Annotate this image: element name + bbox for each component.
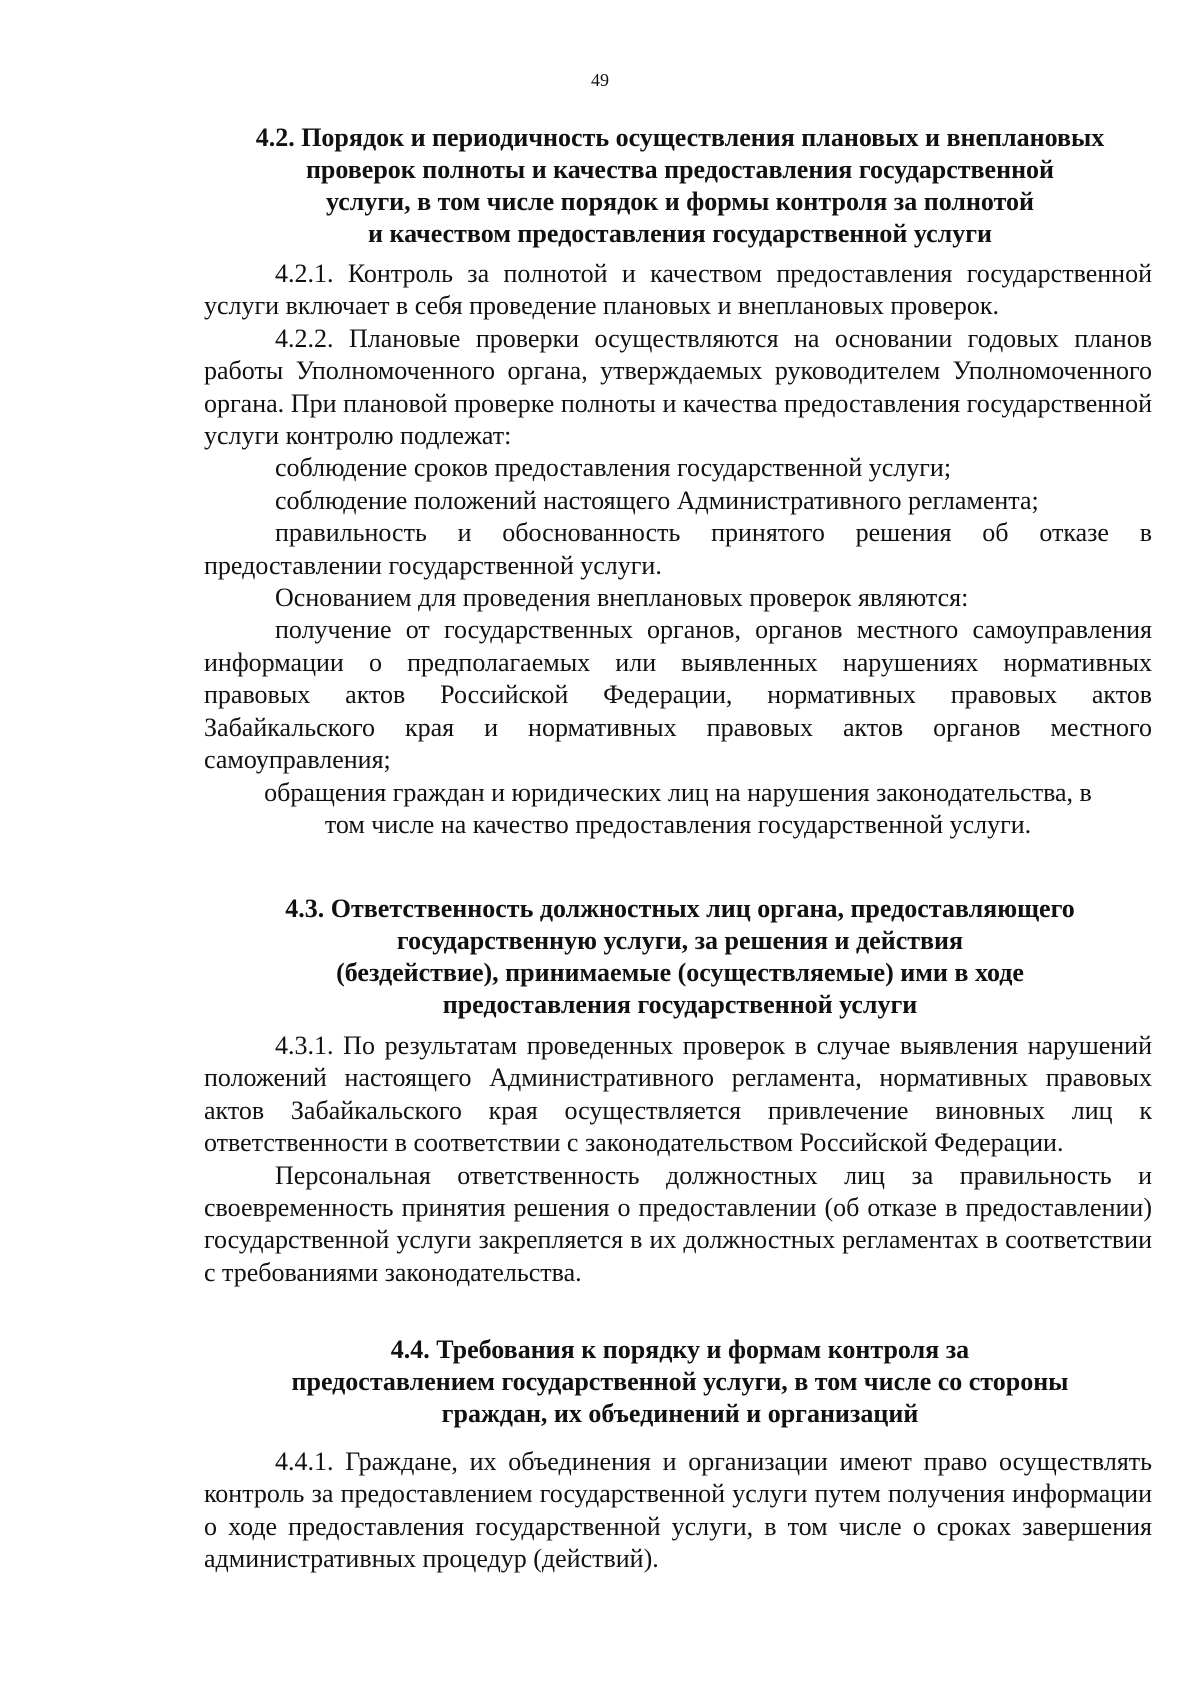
list-item: получение от государственных органов, органов местного самоуправления информации о предполагаемых или выявленных нарушениях нормативных правовых актов Российской Федерации, нормативных правовых актов Забайкальского края и нормативных правовых актов органов местного самоуправления;: [204, 615, 1152, 775]
heading-line: (бездействие), принимаемые (осуществляемые) ими в ходе: [336, 958, 1024, 987]
paragraph-4-3-1: 4.3.1. По результатам проведенных проверок в случае выявления нарушений положений настоящего Административного регламента, нормативных правовых актов Забайкальского края осуществляется привлечение виновных лиц к ответственности в соответствии с законодательством Российской Федерации.: [204, 1031, 1152, 1158]
paragraph-4-4-1: 4.4.1. Граждане, их объединения и организации имеют право осуществлять контроль за предоставлением государственной услуги путем получения информации о ходе предоставления государственной услуги, в том числе о сроках завершения административных процедур (действий).: [204, 1447, 1152, 1574]
text-line: обращения граждан и юридических лиц на нарушения законодательства, в: [264, 777, 1092, 807]
list-item: правильность и обоснованность принятого решения об отказе в предоставлении государственной услуги.: [204, 518, 1152, 580]
heading-line: проверок полноты и качества предоставления государственной: [305, 155, 1055, 184]
section-4-2-heading: [200, 122, 1160, 250]
list-item-appeals: [204, 777, 1152, 842]
heading-line: государственную услуги, за решения и действия: [396, 926, 964, 955]
list-item: соблюдение положений настоящего Административного регламента;: [275, 485, 1039, 515]
heading-line: 4.3. Ответственность должностных лиц органа, предоставляющего: [285, 894, 1075, 923]
text-line: том числе на качество предоставления государственной услуги.: [324, 809, 1032, 839]
heading-line: 4.2. Порядок и периодичность осуществления плановых и внеплановых: [255, 123, 1105, 152]
heading-line: предоставления государственной услуги: [442, 990, 918, 1019]
heading-line: граждан, их объединений и организаций: [441, 1399, 919, 1428]
heading-line: 4.4. Требования к порядку и формам контроля за: [390, 1335, 970, 1364]
paragraph-personal-responsibility: Персональная ответственность должностных лиц за правильность и своевременность принятия решения о предоставлении (об отказе в предоставлении) государственной услуги закрепляется в их должностных регламентах в соответствии с требованиями законодательства.: [204, 1160, 1152, 1287]
paragraph-unscheduled-grounds: Основанием для проведения внеплановых проверок являются:: [275, 583, 969, 613]
list-item: соблюдение сроков предоставления государственной услуги;: [275, 453, 952, 483]
section-4-3-body: [204, 1030, 1152, 1289]
heading-line: услуги, в том числе порядок и формы контроля за полнотой: [326, 187, 1034, 216]
paragraph-4-2-1: 4.2.1. Контроль за полнотой и качеством предоставления государственной услуги включает в себя проведение плановых и внеплановых проверок.: [204, 259, 1152, 321]
section-4-4-body: [204, 1446, 1152, 1576]
heading-line: предоставлением государственной услуги, в том числе со стороны: [291, 1367, 1069, 1396]
paragraph-4-2-2: 4.2.2. Плановые проверки осуществляются на основании годовых планов работы Уполномоченного органа, утверждаемых руководителем Уполномоченного органа. При плановой проверке полноты и качества предоставления государственной услуги контролю подлежат:: [204, 323, 1152, 451]
page-number: 49: [591, 70, 609, 90]
section-4-2-body: [204, 258, 1152, 841]
heading-line: и качеством предоставления государственной услуги: [368, 219, 992, 248]
section-4-3-heading: [200, 893, 1160, 1021]
section-4-4-heading: [200, 1334, 1160, 1430]
